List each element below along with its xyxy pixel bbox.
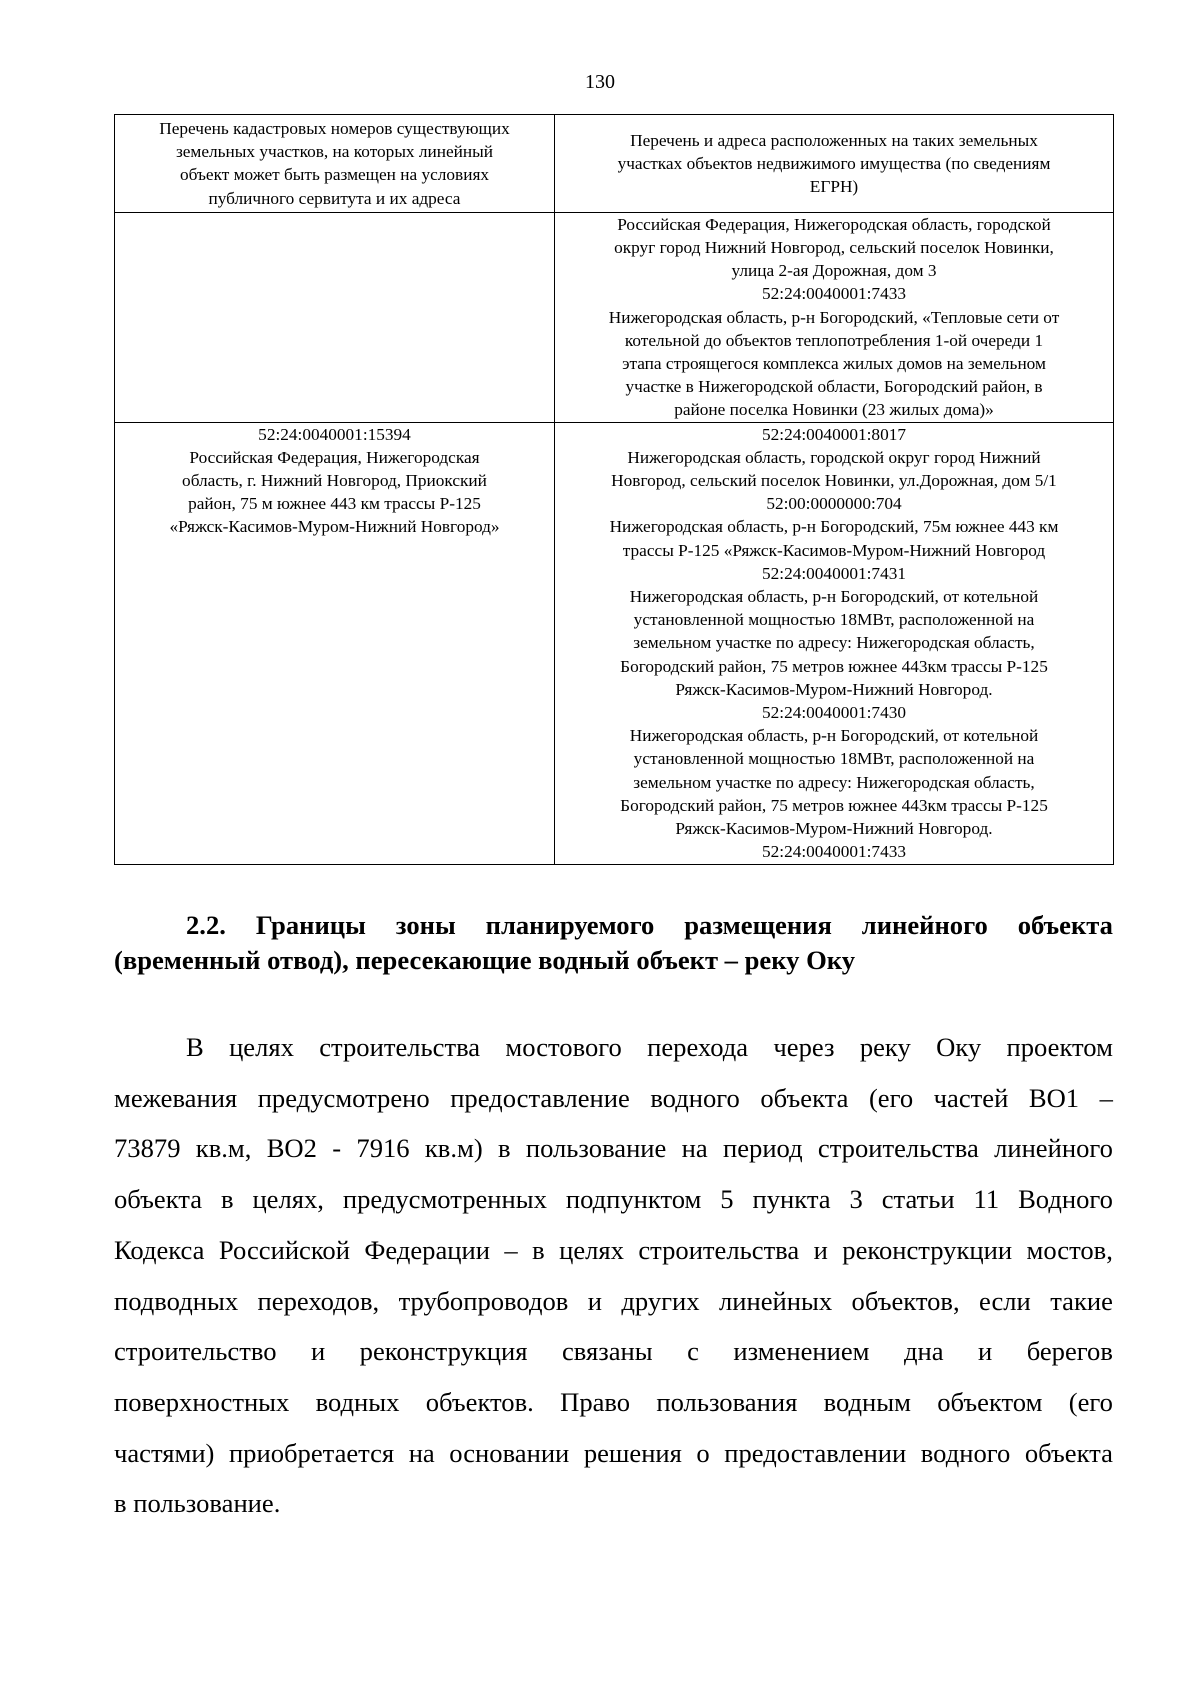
paragraph-word: 73879 xyxy=(114,1133,181,1164)
paragraph-word: целях xyxy=(559,1234,624,1265)
paragraph-word: 3 xyxy=(849,1184,863,1215)
paragraph-word: пользования xyxy=(656,1386,798,1417)
paragraph-word: мостового xyxy=(505,1032,622,1062)
row1-right-line: котельной до объектов теплопотребления 1-ой очереди 1 xyxy=(624,330,1044,350)
row2-left-line: 52:24:0040001:15394 xyxy=(258,424,411,444)
paragraph-word: объекта xyxy=(114,1184,203,1215)
header-left-line: Перечень кадастровых номеров существующих xyxy=(159,119,510,138)
row1-right-line: этапа строящегося комплекса жилых домов на земельном xyxy=(622,354,1046,374)
row2-right-line: 52:24:0040001:7430 xyxy=(761,703,906,723)
paragraph-word: и xyxy=(310,1336,326,1367)
row2-right-line: Новгород, сельский поселок Новинки, ул.Дорожная, дом 5/1 xyxy=(611,471,1057,491)
row2-right-line: 52:24:0040001:7431 xyxy=(761,563,906,583)
paragraph-word: межевания xyxy=(114,1082,238,1113)
row2-left-line: район, 75 м южнее 443 км трассы Р-125 xyxy=(188,494,481,514)
cadastral-table xyxy=(114,114,1114,865)
paragraph-word: если xyxy=(979,1285,1031,1316)
paragraph-word: о xyxy=(696,1437,710,1468)
paragraph-word: объекта xyxy=(760,1082,849,1113)
paragraph-word: целях, xyxy=(252,1184,324,1215)
paragraph-word: связаны xyxy=(561,1336,653,1367)
paragraph-word: реконструкции xyxy=(842,1234,1013,1265)
paragraph-word: на xyxy=(408,1437,435,1468)
paragraph-word: реку xyxy=(859,1032,911,1062)
paragraph-line xyxy=(114,1174,1113,1225)
row2-right-line: Нижегородская область, городской округ город Нижний xyxy=(627,447,1041,467)
paragraph-word: с xyxy=(687,1336,699,1367)
row1-right-line: улица 2-ая Дорожная, дом 3 xyxy=(731,261,937,281)
row2-right-line: 52:24:0040001:8017 xyxy=(761,424,906,444)
row2-right-line: 52:24:0040001:7433 xyxy=(761,842,906,862)
section-heading-line xyxy=(114,908,1113,943)
paragraph-line xyxy=(114,1478,1113,1529)
paragraph-line xyxy=(114,1225,1113,1276)
paragraph-word: через xyxy=(773,1032,835,1062)
row2-right-line: Нижегородская область, р-н Богородский, от котельной xyxy=(629,587,1039,607)
paragraph-word: – xyxy=(504,1234,518,1265)
paragraph-word: ВО1 xyxy=(1028,1082,1080,1113)
paragraph-line xyxy=(114,1377,1113,1428)
paragraph-word: целях xyxy=(229,1032,294,1062)
paragraph-word: (его xyxy=(1068,1386,1113,1417)
paragraph-word: изменением xyxy=(733,1336,870,1367)
paragraph-word: основании xyxy=(449,1437,570,1468)
section-heading xyxy=(114,908,1113,978)
paragraph-line xyxy=(114,1022,1113,1073)
paragraph-word: в xyxy=(114,1488,127,1519)
paragraph-word: подпунктом xyxy=(565,1184,702,1215)
paragraph-word: и xyxy=(587,1285,602,1316)
header-left-cell xyxy=(115,115,555,213)
row2-right-cell xyxy=(555,422,1114,864)
page-number: 130 xyxy=(585,71,615,93)
heading-word: планируемого xyxy=(485,910,655,940)
row2-right-line: Ряжск-Касимов-Муром-Нижний Новгород. xyxy=(675,679,993,699)
row2-right-line: Нижегородская область, р-н Богородский, 75м южнее 443 км xyxy=(609,517,1059,537)
paragraph-word: перехода xyxy=(647,1032,749,1062)
paragraph-word: частей xyxy=(933,1082,1009,1113)
row1-right-line: 52:24:0040001:7433 xyxy=(761,284,906,304)
paragraph-word: водного xyxy=(920,1437,1011,1468)
row1-right-cell xyxy=(555,212,1114,422)
paragraph-word: линейного xyxy=(994,1133,1113,1164)
paragraph-word: частями) xyxy=(114,1437,215,1468)
paragraph-word: строительство xyxy=(114,1336,277,1367)
paragraph-word: объектов. xyxy=(425,1386,534,1417)
paragraph-word: поверхностных xyxy=(114,1386,290,1417)
paragraph-word: трубопроводов xyxy=(398,1285,569,1316)
heading-word: 2.2. xyxy=(186,910,226,940)
row2-right-line: Богородский район, 75 метров южнее 443км трассы Р-125 xyxy=(620,795,1048,815)
row1-right-line: участке в Нижегородской области, Богородский район, в xyxy=(625,377,1043,397)
paragraph-word: кв.м) xyxy=(424,1133,483,1164)
paragraph-word: предоставление xyxy=(450,1082,630,1113)
paragraph-word: Кодекса xyxy=(114,1234,205,1265)
paragraph-word: подводных xyxy=(114,1285,239,1316)
paragraph-word: предусмотренных xyxy=(342,1184,547,1215)
paragraph-word: приобретается xyxy=(228,1437,395,1468)
paragraph-line xyxy=(114,1326,1113,1377)
header-left-line: публичного сервитута и их адреса xyxy=(208,188,461,208)
paragraph-word: период xyxy=(722,1133,803,1164)
paragraph-word: – xyxy=(1099,1082,1113,1113)
paragraph-line xyxy=(114,1276,1113,1327)
paragraph-word: 5 xyxy=(720,1184,734,1215)
paragraph-word: Водного xyxy=(1018,1184,1113,1215)
paragraph-word: водным xyxy=(823,1386,911,1417)
paragraph-word: 7916 xyxy=(356,1133,410,1164)
paragraph-word: предоставлении xyxy=(724,1437,907,1468)
row1-right-line: Российская Федерация, Нижегородская область, городской xyxy=(617,214,1051,234)
paragraph-word: ВО2 xyxy=(266,1133,317,1164)
paragraph-word: статьи xyxy=(881,1184,955,1215)
paragraph-word: водных xyxy=(315,1386,400,1417)
row2-right-line: земельном участке по адресу: Нижегородская область, xyxy=(633,772,1035,792)
row1-right-line: Нижегородская область, р-н Богородский, «Тепловые сети от xyxy=(608,307,1060,327)
row2-left-line: «Ряжск-Касимов-Муром-Нижний Новгород» xyxy=(169,517,500,537)
row1-left-cell xyxy=(115,212,555,422)
paragraph-word: строительства xyxy=(319,1032,481,1062)
row2-left-line: Российская Федерация, Нижегородская xyxy=(189,447,480,467)
heading-word: размещения xyxy=(684,910,832,940)
row2-left-cell xyxy=(115,422,555,864)
paragraph-word: и xyxy=(978,1336,993,1367)
paragraph-word: дна xyxy=(903,1336,944,1367)
row2-right-line: Богородский район, 75 метров южнее 443км трассы Р-125 xyxy=(620,656,1048,676)
header-right-line: участках объектов недвижимого имущества (по сведениям xyxy=(617,153,1051,173)
paragraph-word: строительства xyxy=(817,1133,979,1164)
paragraph-word: Российской xyxy=(218,1234,350,1265)
header-left-line: объект может быть размещен на условиях xyxy=(179,165,490,185)
row1-right-line: районе поселка Новинки (23 жилых дома)» xyxy=(674,400,994,420)
heading-word: Границы xyxy=(255,910,366,940)
heading-word: объекта xyxy=(1017,910,1113,940)
row2-right-line: Ряжск-Касимов-Муром-Нижний Новгород. xyxy=(675,819,993,839)
paragraph-word: пользование xyxy=(525,1133,667,1164)
paragraph-word: пользование. xyxy=(126,1488,281,1519)
row2-right-line: трассы Р-125 «Ряжск-Касимов-Муром-Нижний Новгород xyxy=(622,540,1046,560)
heading-word: линейного xyxy=(861,910,988,940)
paragraph-word: решения xyxy=(583,1437,682,1468)
paragraph-word: такие xyxy=(1050,1285,1113,1316)
paragraph-word: пункта xyxy=(752,1184,831,1215)
paragraph-word: Право xyxy=(560,1386,631,1417)
paragraph-word: в xyxy=(532,1234,545,1265)
row2-right-line: установленной мощностью 18МВт, расположенной на xyxy=(633,610,1035,630)
paragraph-word: берегов xyxy=(1026,1336,1113,1367)
paragraph-word: объектов, xyxy=(851,1285,960,1316)
row2-left-line: область, г. Нижний Новгород, Приокский xyxy=(182,471,487,491)
paragraph-word: Федерации xyxy=(364,1234,490,1265)
paragraph-line xyxy=(114,1073,1113,1124)
paragraph-word: линейных xyxy=(718,1285,833,1316)
header-right-line: ЕГРН) xyxy=(809,177,859,196)
paragraph-word: кв.м, xyxy=(195,1133,252,1164)
paragraph-word: - xyxy=(332,1133,342,1164)
paragraph-word: проектом xyxy=(1006,1032,1113,1062)
row2-right-line: 52:00:0000000:704 xyxy=(766,494,902,514)
heading-word: зоны xyxy=(395,910,456,940)
row1-right-line: округ город Нижний Новгород, сельский поселок Новинки, xyxy=(614,238,1054,258)
header-right-cell xyxy=(555,115,1114,213)
table-header-row xyxy=(115,115,1114,213)
paragraph-word: В xyxy=(186,1032,204,1062)
row2-right-line: земельном участке по адресу: Нижегородская область, xyxy=(633,633,1035,653)
paragraph-line xyxy=(114,1123,1113,1174)
paragraph-word: других xyxy=(621,1285,700,1316)
paragraph-word: водного xyxy=(650,1082,740,1113)
paragraph-word: переходов, xyxy=(257,1285,380,1316)
header-left-line: земельных участков, на которых линейный xyxy=(175,142,494,162)
body-paragraph xyxy=(114,1022,1113,1529)
paragraph-word: в xyxy=(497,1133,511,1164)
paragraph-word: строительства xyxy=(638,1234,800,1265)
paragraph-word: 11 xyxy=(973,1184,1000,1215)
paragraph-word: объектом xyxy=(937,1386,1043,1417)
row2-right-line: Нижегородская область, р-н Богородский, от котельной xyxy=(629,726,1039,746)
paragraph-word: и xyxy=(813,1234,828,1265)
paragraph-word: Оку xyxy=(936,1032,982,1062)
row2-right-line: установленной мощностью 18МВт, расположенной на xyxy=(633,749,1035,769)
paragraph-word: реконструкция xyxy=(359,1336,528,1367)
paragraph-word: на xyxy=(681,1133,708,1164)
paragraph-word: предусмотрено xyxy=(257,1082,430,1113)
paragraph-word: мостов, xyxy=(1026,1234,1113,1265)
table-row xyxy=(115,422,1114,864)
paragraph-line xyxy=(114,1428,1113,1479)
paragraph-word: в xyxy=(220,1184,234,1215)
section-heading-line: (временный отвод), пересекающие водный объект – реку Оку xyxy=(114,945,856,975)
table-row xyxy=(115,212,1114,422)
paragraph-word: (его xyxy=(868,1082,914,1113)
paragraph-word: объекта xyxy=(1024,1437,1113,1468)
header-right-line: Перечень и адреса расположенных на таких земельных xyxy=(630,130,1038,150)
